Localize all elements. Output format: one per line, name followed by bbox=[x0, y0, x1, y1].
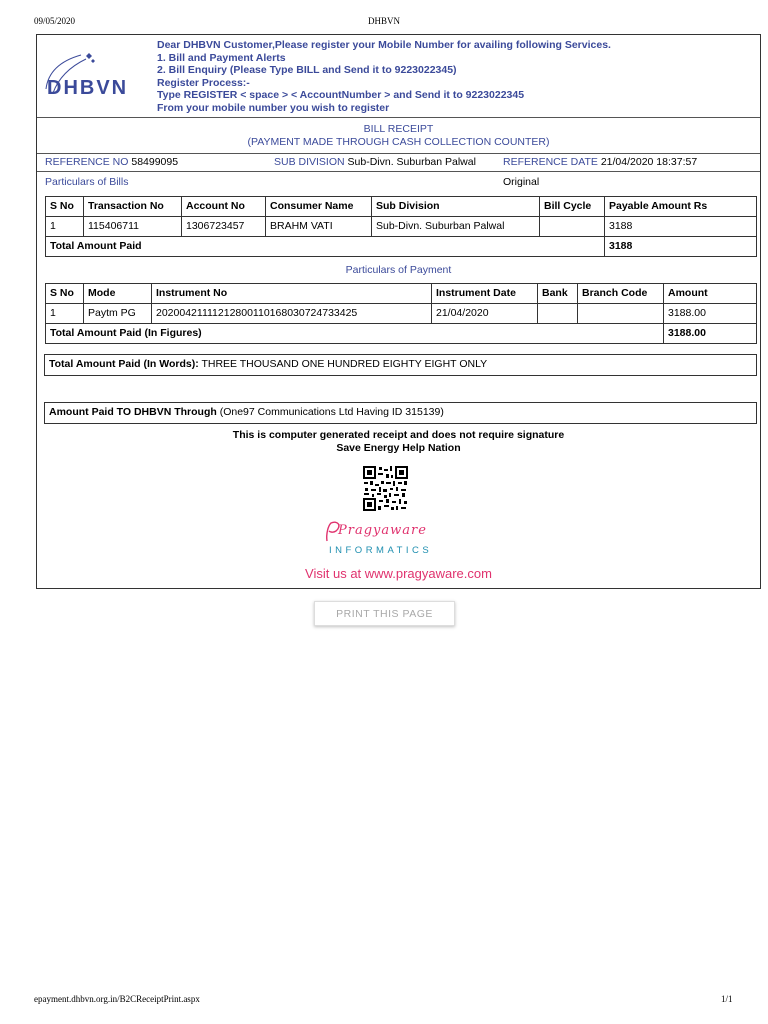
table-row bbox=[46, 217, 757, 237]
table-cell bbox=[538, 304, 578, 324]
table-cell: 20200421111212800110168030724733425 bbox=[152, 304, 432, 324]
divider bbox=[37, 117, 760, 118]
table-cell: Sub-Divn. Suburban Palwal bbox=[372, 217, 540, 237]
table-header-row bbox=[46, 197, 757, 217]
registration-notice bbox=[157, 39, 611, 114]
table-header: Mode bbox=[84, 284, 152, 304]
footer-url: epayment.dhbvn.org.in/B2CReceiptPrint.aspx bbox=[34, 994, 200, 1004]
print-button[interactable]: PRINT THIS PAGE bbox=[314, 601, 455, 626]
table-header: Bill Cycle bbox=[540, 197, 605, 217]
total-label: Total Amount Paid bbox=[46, 237, 605, 257]
pragyaware-logo bbox=[322, 519, 452, 561]
table-header: Instrument Date bbox=[432, 284, 538, 304]
table-cell: 1 bbox=[46, 217, 84, 237]
divider bbox=[37, 171, 760, 172]
pragyaware-sub: INFORMATICS bbox=[329, 545, 433, 556]
amount-in-words-label: Total Amount Paid (In Words): bbox=[49, 358, 199, 370]
table-cell: Paytm PG bbox=[84, 304, 152, 324]
total-value: 3188 bbox=[605, 237, 757, 257]
reference-date-value: 21/04/2020 18:37:57 bbox=[600, 156, 698, 168]
notice-line: From your mobile number you wish to register bbox=[157, 101, 390, 114]
qr-code bbox=[362, 465, 409, 512]
receipt-title-block bbox=[37, 123, 760, 149]
table-cell: 3188.00 bbox=[664, 304, 757, 324]
reference-no-label: REFERENCE NO bbox=[45, 156, 129, 168]
particulars-of-payment: Particulars of Payment bbox=[345, 264, 452, 276]
receipt-frame bbox=[36, 34, 761, 589]
reference-no-value: 58499095 bbox=[131, 156, 179, 168]
payment-table bbox=[45, 283, 757, 344]
page-number: 1/1 bbox=[721, 994, 733, 1004]
paid-through-label: Amount Paid TO DHBVN Through bbox=[49, 406, 217, 418]
reference-date-label: REFERENCE DATE bbox=[503, 156, 598, 168]
copy-type: Original bbox=[503, 176, 540, 188]
notice-line: Type REGISTER < space > < AccountNumber > and Send it to 9223022345 bbox=[157, 89, 525, 101]
dhbvn-logo bbox=[41, 49, 131, 104]
notice-line: Dear DHBVN Customer,Please register your Mobile Number for availing following Services. bbox=[157, 39, 611, 51]
table-header: Sub Division bbox=[372, 197, 540, 217]
visit-website: Visit us at www.pragyaware.com bbox=[305, 566, 492, 581]
amount-in-words-value: THREE THOUSAND ONE HUNDRED EIGHTY EIGHT ONLY bbox=[201, 358, 488, 370]
table-header: Transaction No bbox=[84, 197, 182, 217]
table-cell: 21/04/2020 bbox=[432, 304, 538, 324]
table-cell: BRAHM VATI bbox=[266, 217, 372, 237]
table-cell bbox=[578, 304, 664, 324]
total-row bbox=[46, 324, 757, 344]
pragyaware-script: Pragyaware bbox=[338, 523, 427, 538]
table-header: Amount bbox=[664, 284, 757, 304]
table-header: Bank bbox=[538, 284, 578, 304]
site-title: DHBVN bbox=[367, 16, 400, 26]
notice-line: Register Process:- bbox=[157, 76, 250, 89]
table-cell bbox=[540, 217, 605, 237]
table-header-row bbox=[46, 284, 757, 304]
bills-table bbox=[45, 196, 757, 257]
sub-division-value: Sub-Divn. Suburban Palwal bbox=[347, 156, 476, 168]
computer-generated-note: This is computer generated receipt and does not require signature bbox=[232, 429, 565, 441]
receipt-footer-text bbox=[37, 429, 760, 455]
table-row bbox=[46, 304, 757, 324]
table-cell: 3188 bbox=[605, 217, 757, 237]
table-header: S No bbox=[46, 284, 84, 304]
save-energy-slogan: Save Energy Help Nation bbox=[336, 442, 461, 454]
table-header: Account No bbox=[182, 197, 266, 217]
table-header: Payable Amount Rs bbox=[605, 197, 757, 217]
total-row bbox=[46, 237, 757, 257]
receipt-subtitle: (PAYMENT MADE THROUGH CASH COLLECTION COUNTER) bbox=[247, 136, 550, 148]
notice-line: 1. Bill and Payment Alerts bbox=[157, 51, 286, 64]
table-header: Consumer Name bbox=[266, 197, 372, 217]
table-header: S No bbox=[46, 197, 84, 217]
sub-division-label: SUB DIVISION bbox=[274, 156, 345, 168]
sub-division-field bbox=[274, 156, 476, 168]
particulars-of-bills: Particulars of Bills bbox=[45, 176, 129, 188]
table-header: Branch Code bbox=[578, 284, 664, 304]
total-label: Total Amount Paid (In Figures) bbox=[46, 324, 664, 344]
paid-through-box bbox=[44, 402, 757, 424]
qr-code-icon bbox=[362, 465, 409, 512]
reference-no-field bbox=[45, 156, 178, 168]
table-header: Instrument No bbox=[152, 284, 432, 304]
table-cell: 115406711 bbox=[84, 217, 182, 237]
print-date: 09/05/2020 bbox=[34, 16, 76, 26]
total-value: 3188.00 bbox=[664, 324, 757, 344]
table-cell: 1 bbox=[46, 304, 84, 324]
logo-text: DHBVN bbox=[47, 77, 129, 99]
notice-line: 2. Bill Enquiry (Please Type BILL and Send it to 9223022345) bbox=[157, 64, 457, 76]
receipt-title: BILL RECEIPT bbox=[363, 123, 434, 135]
paid-through-value: (One97 Communications Ltd Having ID 315139) bbox=[219, 406, 444, 418]
reference-date-field bbox=[503, 156, 697, 168]
divider bbox=[37, 153, 760, 154]
table-cell: 1306723457 bbox=[182, 217, 266, 237]
amount-in-words-box bbox=[44, 354, 757, 376]
